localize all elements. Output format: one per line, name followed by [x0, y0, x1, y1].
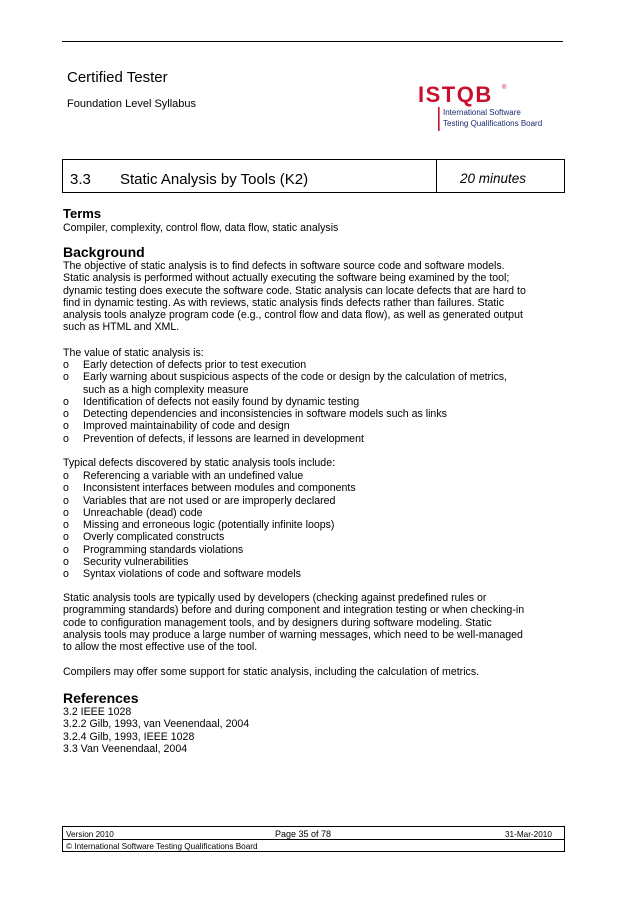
references-list: [63, 706, 249, 755]
section-number: 3.3: [70, 171, 91, 188]
bullet-icon: o: [63, 494, 69, 507]
reference-item: 3.3 Van Veenendaal, 2004: [63, 742, 188, 755]
compilers-paragraph: Compilers may offer some support for static analysis, including the calculation of metrics.: [63, 666, 480, 678]
bullet-icon: o: [63, 420, 69, 433]
bullet-icon: o: [63, 408, 69, 421]
list-item-continuation: such as a high complexity measure: [83, 383, 249, 396]
paragraph-line: such as HTML and XML.: [63, 321, 180, 334]
bullet-icon: o: [63, 371, 69, 384]
reference-item: 3.2 IEEE 1028: [63, 706, 132, 718]
paragraph-line: programming standards) before and during component and integration testing or when checking-in: [63, 604, 525, 617]
value-intro: The value of static analysis is:: [63, 347, 204, 359]
list-item: o Security vulnerabilities: [63, 556, 189, 569]
logo-trademark: ®: [502, 85, 507, 91]
section-duration: 20 minutes: [460, 171, 527, 186]
reference-item: 3.2.4 Gilb, 1993, IEEE 1028: [63, 730, 195, 743]
bullet-icon: o: [63, 470, 69, 482]
section-title: Static Analysis by Tools (K2): [120, 171, 309, 188]
footer-date: 31-Mar-2010: [505, 830, 552, 839]
bullet-icon: o: [63, 395, 69, 408]
list-item: o Inconsistent interfaces between modules and components: [63, 482, 356, 495]
references-heading: References: [63, 690, 139, 706]
list-item: o Improved maintainability of code and design: [63, 420, 290, 433]
istqb-logo: [416, 80, 566, 136]
paragraph-line: analysis tools may produce a large number of warning messages, which need to be well-managed: [63, 628, 523, 641]
logo-line-1: International Software: [443, 108, 521, 117]
usage-paragraph: [63, 592, 563, 653]
paragraph-line: analysis tools analyze program code (e.g., control flow and data flow), as well as generated output: [63, 309, 523, 322]
list-item: o Prevention of defects, if lessons are learned in development: [63, 432, 364, 445]
bullet-icon: o: [63, 506, 69, 519]
list-item: o Variables that are not used or are improperly declared: [63, 494, 336, 507]
paragraph-line: to allow the most effective use of the tool.: [63, 641, 258, 654]
logo-line-2: Testing Qualifications Board: [443, 119, 543, 128]
paragraph-line: Static analysis tools are typically used by developers (checking against predefined rules or: [63, 592, 487, 604]
defects-intro: Typical defects discovered by static analysis tools include:: [63, 457, 336, 469]
reference-item: 3.2.2 Gilb, 1993, van Veenendaal, 2004: [63, 718, 250, 731]
terms-text: Compiler, complexity, control flow, data flow, static analysis: [63, 222, 339, 234]
list-item: o Unreachable (dead) code: [63, 506, 203, 519]
bullet-icon: o: [63, 432, 69, 445]
bullet-icon: o: [63, 482, 69, 495]
bullet-icon: o: [63, 556, 69, 569]
footer-page-number: Page 35 of 78: [275, 829, 332, 839]
background-paragraph: [63, 260, 563, 334]
value-list: [63, 359, 563, 445]
bullet-icon: o: [63, 531, 69, 544]
list-item: o Detecting dependencies and inconsistencies in software models such as links: [63, 408, 447, 421]
logo-wordmark: ISTQB: [418, 82, 493, 107]
bullet-icon: o: [63, 359, 69, 371]
bullet-icon: o: [63, 543, 69, 556]
paragraph-line: dynamic testing does execute the software code. Static analysis can locate defects that are hard to: [63, 284, 526, 297]
footer-copyright: © International Software Testing Qualifications Board: [66, 842, 258, 851]
list-item: o Missing and erroneous logic (potentially infinite loops): [63, 519, 335, 532]
defects-list: [63, 470, 563, 581]
list-item: o Early detection of defects prior to test execution: [63, 359, 307, 371]
list-item: o Programming standards violations: [63, 543, 244, 556]
document-title: Certified Tester: [67, 69, 168, 86]
paragraph-line: code to configuration management tools, and by designers during software modeling. Static: [63, 616, 492, 629]
background-heading: Background: [63, 244, 145, 260]
terms-heading: Terms: [63, 206, 102, 221]
bullet-icon: o: [63, 568, 69, 581]
paragraph-line: find in dynamic testing. As with reviews, static analysis finds defects rather than failures. Static: [63, 296, 505, 309]
bullet-icon: o: [63, 519, 69, 532]
list-item: o Overly complicated constructs: [63, 531, 225, 544]
list-item: o Syntax violations of code and software models: [63, 568, 301, 581]
list-item: o Early warning about suspicious aspects of the code or design by the calculation of metrics,: [63, 371, 507, 384]
list-item: o Referencing a variable with an undefined value: [63, 470, 304, 482]
paragraph-line: Static analysis is performed without actually executing the software being examined by the tool;: [63, 272, 510, 285]
list-item: o Identification of defects not easily found by dynamic testing: [63, 395, 360, 408]
footer-version: Version 2010: [66, 830, 114, 839]
paragraph-line: The objective of static analysis is to find defects in software source code and software models.: [63, 260, 505, 272]
document-subtitle: Foundation Level Syllabus: [67, 98, 197, 110]
logo-bar: [438, 107, 440, 131]
header-rule: [62, 41, 563, 42]
